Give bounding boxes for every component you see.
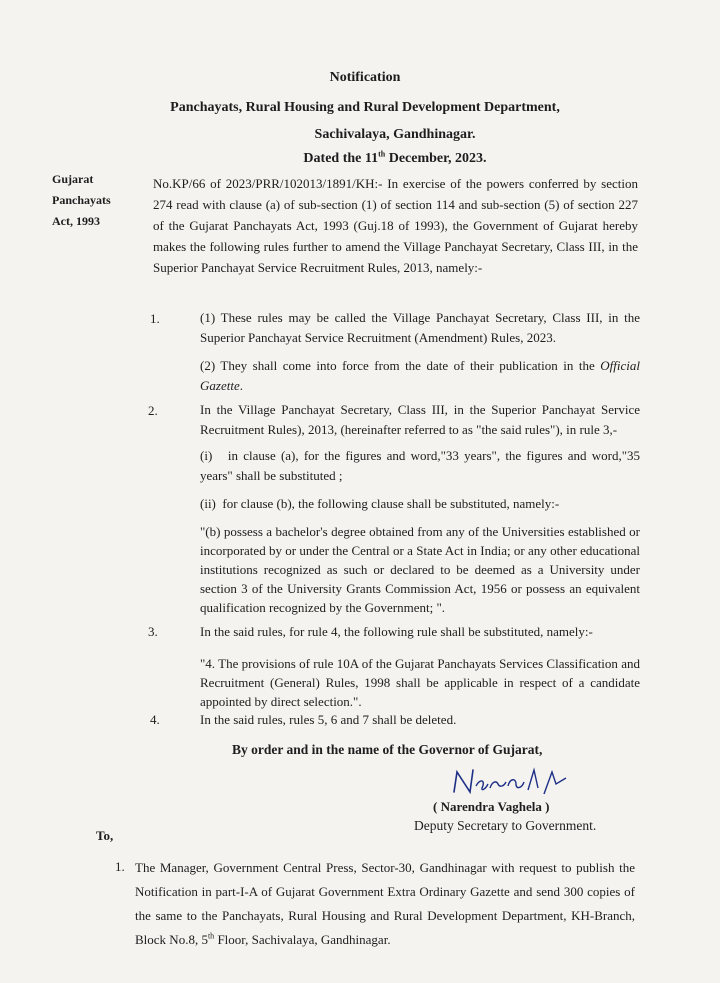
- notification-title: Notification: [329, 70, 401, 85]
- rule-3-para-1: In the said rules, for rule 4, the following rule shall be substituted, namely:-: [200, 624, 593, 639]
- rule-1-para-2-text: (2) They shall come into force from the date of their publication in the: [200, 358, 601, 373]
- margin-note-line: Act, 1993: [52, 214, 100, 228]
- date-prefix: Dated the 11: [303, 151, 379, 166]
- recipient-text: [135, 856, 635, 952]
- rule-4-para-1: In the said rules, rules 5, 6 and 7 shall be deleted.: [200, 712, 457, 727]
- signatory-name: ( Narendra Vaghela ): [433, 799, 550, 814]
- department-name: Panchayats, Rural Housing and Rural Development Department,: [170, 100, 560, 115]
- margin-note-line: Gujarat: [52, 172, 94, 186]
- margin-note: [52, 169, 111, 232]
- rule-2-clause-ii: (ii) for clause (b), the following clause shall be substituted, namely:-: [200, 496, 560, 511]
- rule-number: 3.: [148, 624, 158, 639]
- rule-1-para-1: (1) These rules may be called the Village Panchayat Secretary, Class III, in the Superior Panchayat Service Recruitment (Amendment) Rules, 2023.: [200, 310, 640, 345]
- rule-2-clause-i: (i) in clause (a), for the figures and word,"33 years", the figures and word,"35 years" shall be substituted ;: [200, 448, 644, 483]
- margin-note-line: Panchayats: [52, 193, 111, 207]
- rule-number: 4.: [150, 712, 160, 727]
- recipient-number: 1.: [115, 859, 125, 874]
- rule-1-para-2: [200, 356, 640, 396]
- rule-number: 2.: [148, 403, 158, 418]
- signatory-designation: Deputy Secretary to Government.: [414, 818, 597, 833]
- rule-2-quoted-clause: "(b) possess a bachelor's degree obtained from any of the Universities established or incorporated by or under the Central or a State Act in India; or any other educational institutions recognized as such or declared to be deemed as a University under section 3 of the University Grants Commission Act, 1956 or possess an equivalent qualification recognized by the Government; ".: [200, 524, 640, 615]
- notification-date: [0, 151, 720, 167]
- department-location: Sachivalaya, Gandhinagar.: [314, 127, 476, 142]
- rule-3-quoted-rule: "4. The provisions of rule 10A of the Gujarat Panchayats Services Classification and Recruitment (General) Rules, 1998 shall be applicable in respect of a candidate appointed by direct selection.".: [200, 656, 640, 709]
- rule-1-para-2-italic: Official Gazette: [200, 358, 640, 393]
- preamble-paragraph: No.KP/66 of 2023/PRR/102013/1891/KH:- In exercise of the powers conferred by section 274 read with clause (a) of sub-section (1) of section 114 and sub-section (5) of section 227 of the Gujarat Panchayats Act, 1993 (Guj.18 of 1993), the Government of Gujarat hereby makes the following rules further to amend the Village Panchayat Secretary, Class III, in the Superior Panchayat Service Recruitment Rules, 2013, namely:-: [153, 176, 638, 275]
- recipient-text-end: Floor, Sachivalaya, Gandhinagar.: [214, 932, 391, 947]
- to-label: To,: [96, 828, 114, 843]
- date-sup: th: [378, 149, 386, 159]
- rule-2-para-1: In the Village Panchayat Secretary, Class III, in the Superior Panchayat Service Recruitment Rules), 2013, (hereinafter referred to as "the said rules"), in rule 3,-: [200, 402, 640, 437]
- date-suffix: December, 2023.: [385, 151, 487, 166]
- recipient-text-main: The Manager, Government Central Press, Sector-30, Gandhinagar with request to publish the Notification in part-I-A of Gujarat Government Extra Ordinary Gazette and send 300 copies of the same to the Panchayats, Rural Housing and Rural Development Department, KH-Branch, Block No.8, 5: [135, 860, 635, 947]
- rule-1-para-2-end: .: [239, 378, 243, 393]
- recipient-text-sup: th: [207, 931, 215, 941]
- rule-number: 1.: [150, 311, 160, 326]
- order-line: By order and in the name of the Governor of Gujarat,: [232, 742, 543, 757]
